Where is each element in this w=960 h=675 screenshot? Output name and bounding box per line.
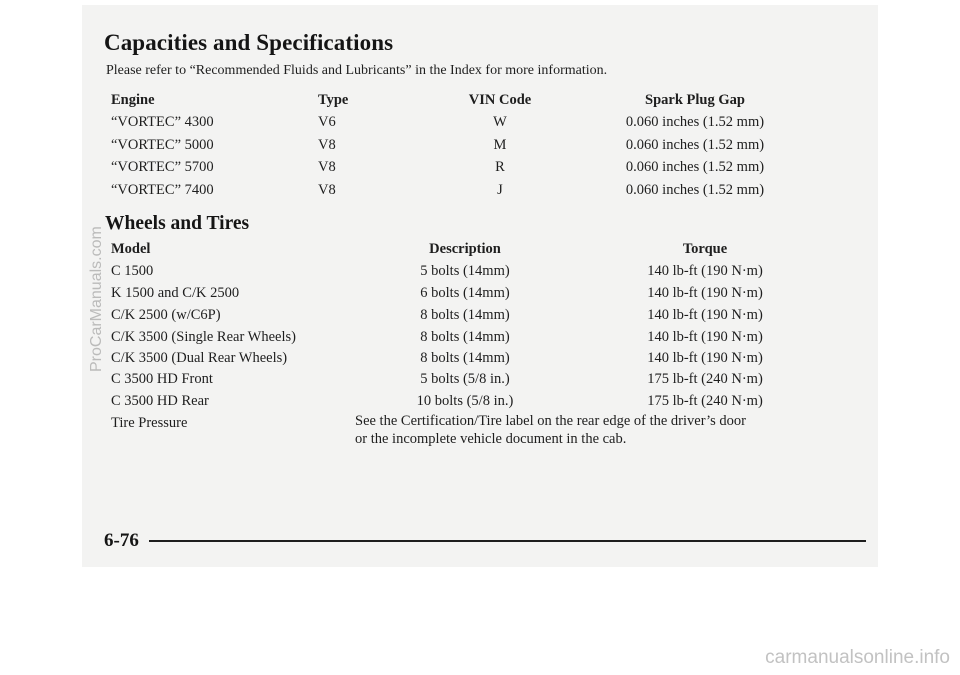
page-title: Capacities and Specifications	[104, 30, 394, 55]
description-cell: 8 bolts (14mm)	[420, 350, 510, 366]
type-cell: V8	[318, 137, 336, 153]
model-cell: C 1500	[111, 263, 154, 279]
torque-header: Torque	[682, 241, 728, 257]
torque-cell: 140 lb-ft (190 N·m)	[647, 263, 763, 279]
type-header: Type	[318, 92, 349, 108]
footer-rule	[149, 540, 866, 542]
type-cell: V8	[318, 182, 336, 198]
description-cell: 10 bolts (5/8 in.)	[416, 393, 514, 409]
torque-cell: 140 lb-ft (190 N·m)	[647, 329, 763, 345]
description-cell: 5 bolts (5/8 in.)	[420, 371, 510, 387]
description-cell: 8 bolts (14mm)	[420, 307, 510, 323]
description-cell: 5 bolts (14mm)	[420, 263, 510, 279]
wheels-section-title: Wheels and Tires	[105, 213, 250, 234]
description-cell: 6 bolts (14mm)	[420, 285, 510, 301]
vin-code-cell: J	[497, 182, 503, 198]
description-header: Description	[429, 241, 501, 257]
engine-cell: “VORTEC” 4300	[111, 114, 214, 130]
torque-cell: 140 lb-ft (190 N·m)	[647, 285, 763, 301]
engine-cell: “VORTEC” 7400	[111, 182, 214, 198]
spark-plug-gap-cell: 0.060 inches (1.52 mm)	[625, 159, 765, 175]
tire-pressure-note-line-2: or the incomplete vehicle document in the cab.	[355, 431, 627, 447]
spark-plug-gap-cell: 0.060 inches (1.52 mm)	[625, 137, 765, 153]
engine-cell: “VORTEC” 5700	[111, 159, 214, 175]
engine-cell: “VORTEC” 5000	[111, 137, 214, 153]
spark-plug-gap-cell: 0.060 inches (1.52 mm)	[625, 182, 765, 198]
model-cell: C 3500 HD Front	[111, 371, 213, 387]
torque-cell: 140 lb-ft (190 N·m)	[647, 307, 763, 323]
torque-cell: 175 lb-ft (240 N·m)	[647, 393, 763, 409]
tire-pressure-label: Tire Pressure	[111, 415, 188, 431]
page-number: 6-76	[104, 530, 139, 551]
vin-code-cell: R	[495, 159, 505, 175]
spark-plug-gap-cell: 0.060 inches (1.52 mm)	[625, 114, 765, 130]
spark-plug-gap-header: Spark Plug Gap	[645, 92, 745, 108]
description-cell: 8 bolts (14mm)	[420, 329, 510, 345]
engine-header: Engine	[111, 92, 155, 108]
intro-text: Please refer to “Recommended Fluids and Lubricants” in the Index for more information.	[106, 63, 608, 78]
model-cell: C/K 2500 (w/C6P)	[111, 307, 221, 323]
bottom-watermark: carmanualsonline.info	[765, 647, 950, 668]
type-cell: V6	[318, 114, 336, 130]
vin-code-cell: W	[493, 114, 507, 130]
model-header: Model	[111, 241, 151, 257]
type-cell: V8	[318, 159, 336, 175]
vin-code-header: VIN Code	[468, 92, 532, 108]
model-cell: K 1500 and C/K 2500	[111, 285, 240, 301]
model-cell: C/K 3500 (Single Rear Wheels)	[111, 329, 296, 345]
vin-code-cell: M	[493, 137, 507, 153]
tire-pressure-note-line-1: See the Certification/Tire label on the rear edge of the driver’s door	[355, 413, 746, 429]
side-watermark: ProCarManuals.com	[88, 226, 105, 372]
torque-cell: 175 lb-ft (240 N·m)	[647, 371, 763, 387]
model-cell: C 3500 HD Rear	[111, 393, 209, 409]
torque-cell: 140 lb-ft (190 N·m)	[647, 350, 763, 366]
model-cell: C/K 3500 (Dual Rear Wheels)	[111, 350, 288, 366]
